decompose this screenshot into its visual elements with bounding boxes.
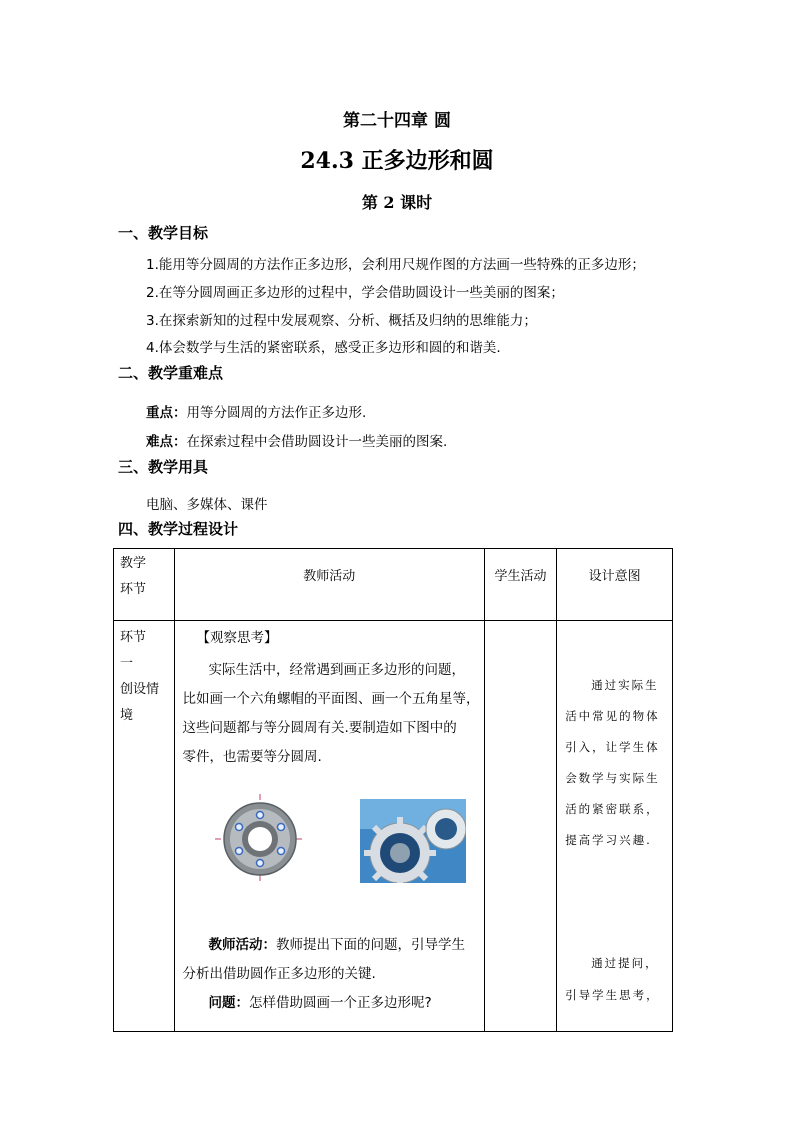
key-points-heading: 二、教学重难点 — [118, 364, 224, 382]
table-row — [114, 621, 673, 1032]
student-cell — [484, 621, 556, 1032]
lesson-title: 第 2 课时 — [361, 193, 433, 212]
key-text: 用等分圆周的方法作正多边形. — [186, 405, 367, 421]
key-label: 重点： — [146, 405, 187, 421]
teacher-cell: 【观察思考】 实际生活中，经常遇到画正多边形的问题， 比如画一个六角螺帽的平面图、画一个五角星等， 这些问题都与等分圆周有关.要制造如下图中的 零件，也需要等分圆周. 教师活动：教师提出下面的问题，引导学生 分析出借助圆作正多边形的关键. 问题：怎样借助圆画一个正多边形呢? — [174, 621, 484, 1032]
header-student: 学生活动 — [484, 549, 556, 621]
lesson-process-table — [113, 548, 673, 1032]
flange-part-image — [215, 794, 305, 884]
section-title: 24.3 正多边形和圆 — [300, 148, 494, 174]
table-header-row — [114, 549, 673, 621]
difficulty-text: 在探索过程中会借助圆设计一些美丽的图案. — [186, 434, 448, 450]
gears-photo-image — [360, 799, 466, 883]
teacher-activity: 教师活动：教师提出下面的问题，引导学生 — [208, 937, 465, 953]
difficulty-label: 难点： — [146, 434, 187, 450]
chapter-title: 第二十四章 圆 — [343, 111, 451, 131]
difficulty-point — [146, 430, 447, 450]
header-teacher: 教师活动 — [174, 549, 484, 621]
header-stage: 教学 环节 — [114, 549, 175, 621]
key-point — [146, 401, 366, 421]
tools-heading: 三、教学用具 — [118, 458, 209, 476]
question: 问题：怎样借助圆画一个正多边形呢? — [208, 995, 432, 1011]
objective-item: 4.体会数学与生活的紧密联系，感受正多边形和圆的和谐美. — [146, 340, 501, 356]
objective-item: 3.在探索新知的过程中发展观察、分析、概括及归纳的思维能力； — [146, 313, 537, 329]
process-heading: 四、教学过程设计 — [118, 520, 239, 538]
intent-cell: 通过实际生 活中常见的物体 引入，让学生体 会数学与实际生 活的紧密联系， 提高学习兴趣. 通过提问， 引导学生思考， — [557, 621, 673, 1032]
objective-item: 1.能用等分圆周的方法作正多边形，会利用尺规作图的方法画一些特殊的正多边形； — [146, 257, 645, 273]
header-intent: 设计意图 — [557, 549, 673, 621]
objectives-heading: 一、教学目标 — [118, 224, 209, 242]
objective-item: 2.在等分圆周画正多边形的过程中，学会借助圆设计一些美丽的图案； — [146, 285, 564, 301]
observe-label: 【观察思考】 — [196, 630, 278, 646]
stage-cell: 环节 一 创设情 境 — [114, 621, 175, 1032]
tools-text: 电脑、多媒体、课件 — [146, 497, 268, 513]
